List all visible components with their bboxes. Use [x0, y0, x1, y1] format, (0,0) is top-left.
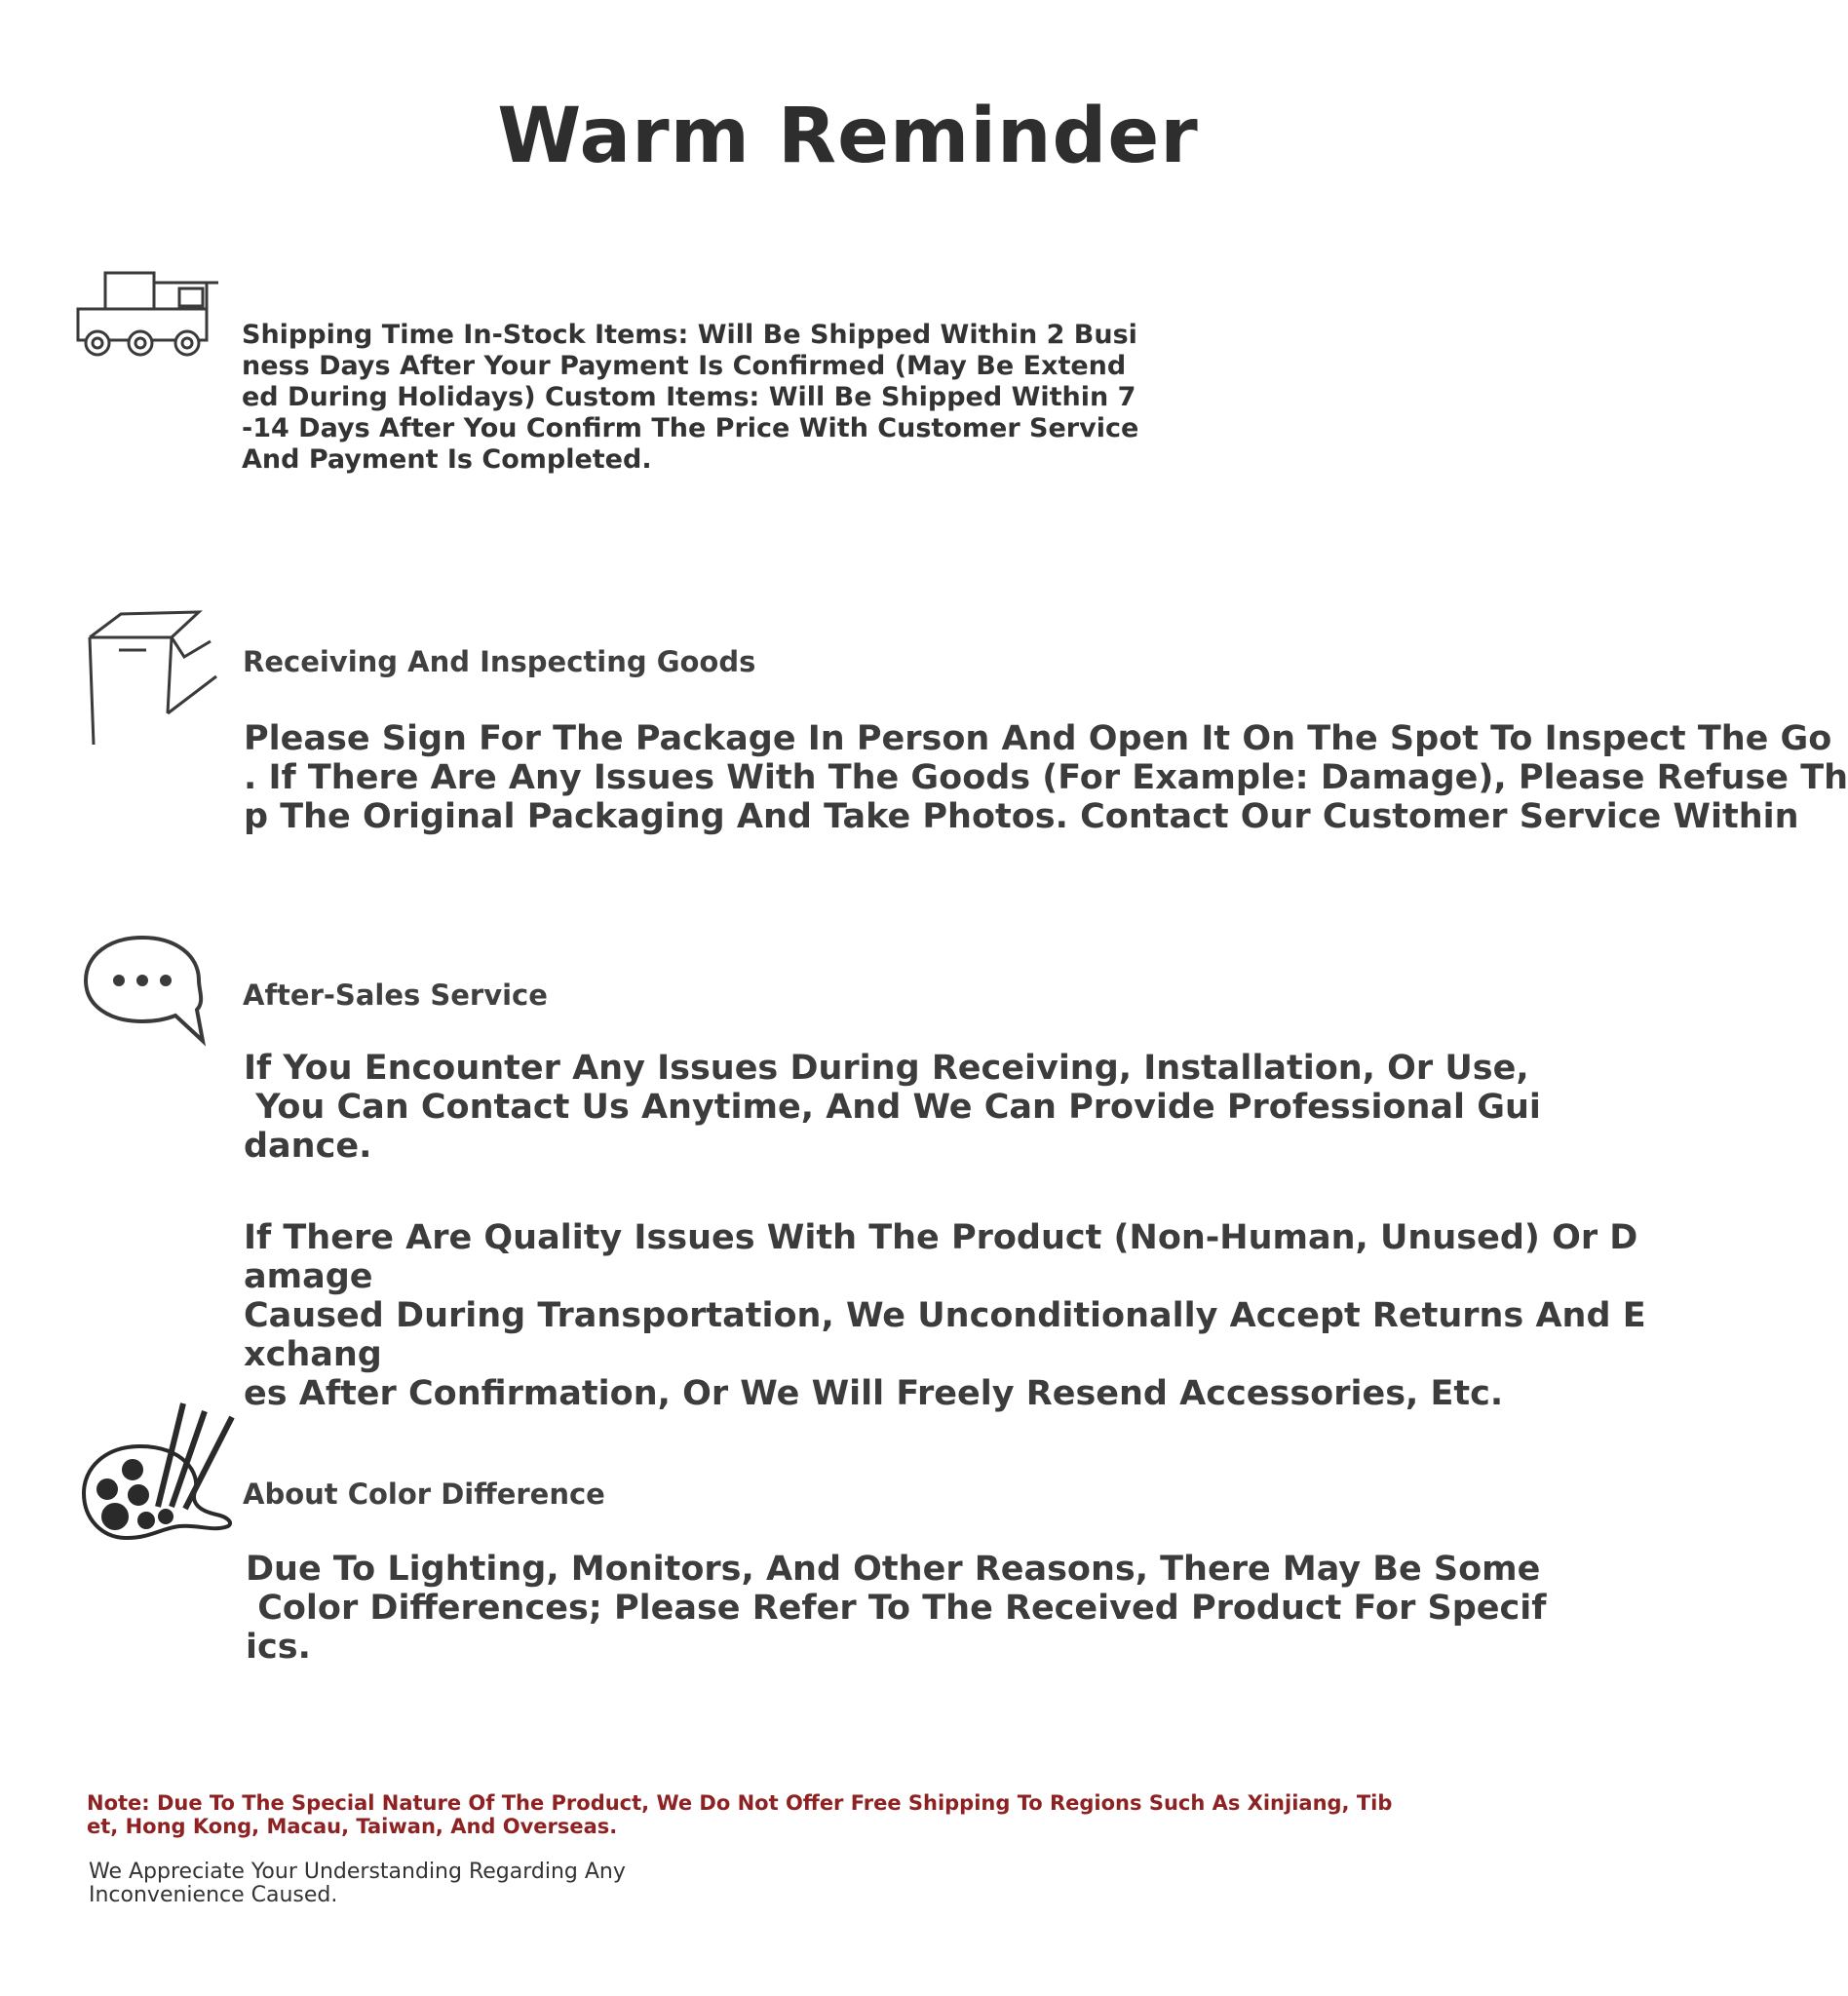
speech-bubble-icon [82, 932, 209, 1047]
thanks-text: We Appreciate Your Understanding Regarding Any Inconvenience Caused. [89, 1860, 626, 1907]
color-heading: About Color Difference [243, 1478, 605, 1511]
box-icon [82, 608, 218, 749]
receiving-line-3: p The Original Packaging And Take Photos. Contact Our Customer Service Within [244, 797, 1799, 836]
color-text: Due To Lighting, Monitors, And Other Reasons, There May Be Some Color Differences; Please Refer To The Received Product For Specif ics. [246, 1550, 1547, 1667]
palette-icon [82, 1400, 248, 1546]
page-title: Warm Reminder [497, 93, 1199, 180]
after-sales-paragraph-1: If You Encounter Any Issues During Receiving, Installation, Or Use, You Can Contact Us Anytime, And We Can Provide Professional Gui dance. [244, 1049, 1541, 1166]
receiving-heading: Receiving And Inspecting Goods [243, 645, 756, 678]
after-sales-paragraph-2: If There Are Quality Issues With The Product (Non-Human, Unused) Or Damage Caused During Transportation, We Unconditionally Accept Returns And Exchang es After Confirmation, Or We Will Freely Resend Accessories, Etc. [244, 1218, 1646, 1413]
receiving-line-1: Please Sign For The Package In Person And Open It On The Spot To Inspect The Go [244, 719, 1832, 758]
after-sales-heading: After-Sales Service [243, 979, 548, 1012]
shipping-note: Note: Due To The Special Nature Of The Product, We Do Not Offer Free Shipping To Regions Such As Xinjiang, Tibet, Hong Kong, Macau, Taiwan, And Overseas. [87, 1791, 1393, 1838]
truck-icon [70, 265, 226, 363]
shipping-text: Shipping Time In-Stock Items: Will Be Shipped Within 2 Business Days After Your Payment Is Confirmed (May Be Extended During Holidays) Custom Items: Will Be Shipped Within 7-14 Days After You Confirm The Price With Customer Service And Payment Is Completed. [242, 320, 1139, 475]
receiving-line-2: . If There Are Any Issues With The Goods (For Example: Damage), Please Refuse Th [244, 758, 1848, 797]
